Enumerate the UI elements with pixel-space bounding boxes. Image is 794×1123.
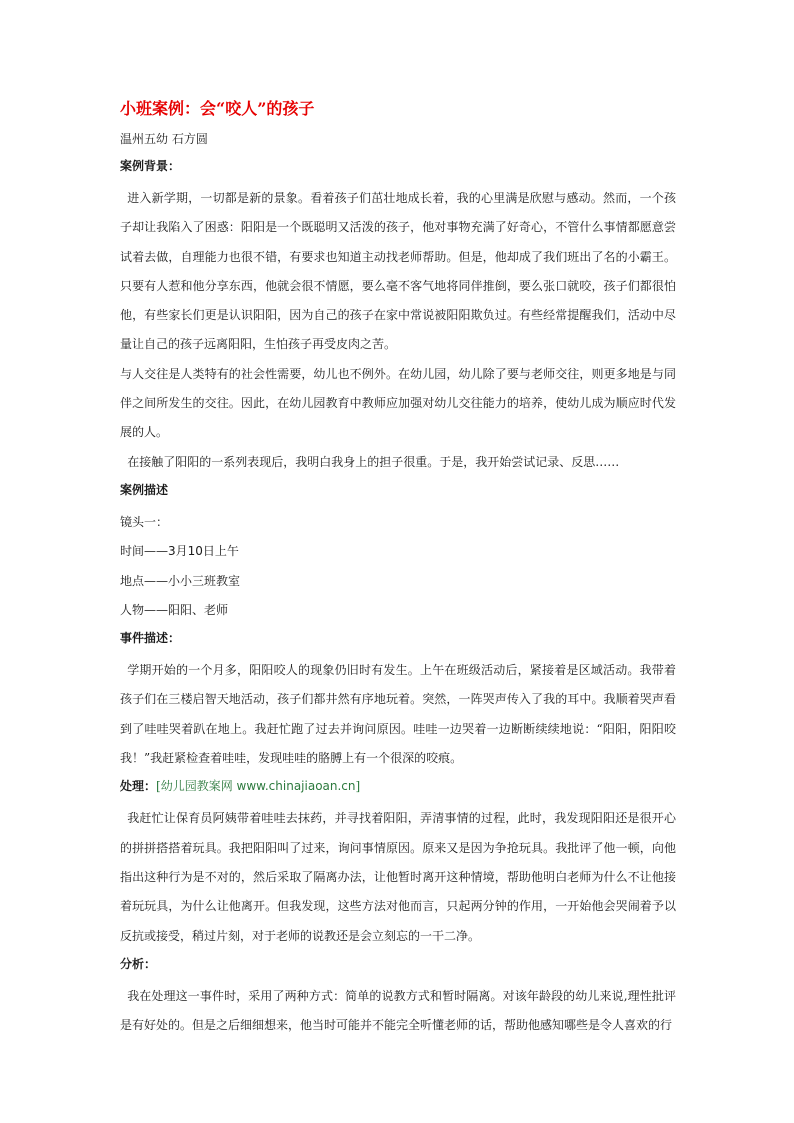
paragraph-event: 学期开始的一个月多，阳阳咬人的现象仍旧时有发生。上午在班级活动后，紧接着是区域活动。我带着孩子们在三楼启智天地活动，孩子们都井然有序地玩着。突然，一阵哭声传入了我的耳中。我顺着哭声看到了哇哇哭着趴在地上。我赶忙跑了过去并询问原因。哇哇一边哭着一边断断续续地说：“阳阳，阳阳咬我！”我赶紧检查着哇哇，发现哇哇的胳膊上有一个很深的咬痕。 xyxy=(120,663,676,766)
people-line: 人物——阳阳、老师 xyxy=(120,602,229,617)
paragraph-handle: 我赶忙让保育员阿姨带着哇哇去抹药，并寻找着阳阳，弄清事情的过程，此时，我发现阳阳还是很开心的拼拼搭搭着玩具。我把阳阳叫了过来，询问事情原因。原来又是因为争抢玩具。我批评了他一顿，向他指出这种行为是不对的，然后采取了隔离办法，让他暂时离开这种情境，帮助他明白老师为什么不让他接着玩玩具，为什么让他离开。但我发现，这些方法对他而言，只起两分钟的作用，一开始他会哭闹着予以反抗或接受，稍过片刻，对于老师的说教还是会立刻忘的一干二净。 xyxy=(120,811,676,943)
link-prefix: [幼儿园教案网 xyxy=(156,779,237,794)
section-heading-handle xyxy=(120,777,676,795)
paragraph-background-3: 在接触了阳阳的一系列表现后，我明白我身上的担子很重。于是，我开始尝试记录、反思…… xyxy=(127,454,620,469)
article-title: 小班案例：会“咬人”的孩子 xyxy=(120,99,315,118)
time-line xyxy=(120,537,676,566)
paragraph-background-2: 与人交往是人类特有的社会性需要，幼儿也不例外。在幼儿园，幼儿除了要与老师交往，则更多地是与同伴之间所发生的交往。因此，在幼儿园教育中教师应加强对幼儿交往能力的培养，使幼儿成为顺应时代发展的人。 xyxy=(120,366,676,440)
paragraph-background-1: 进入新学期，一切都是新的景象。看着孩子们茁壮地成长着，我的心里满是欣慰与感动。然而，一个孩子却让我陷入了困惑：阳阳是一个既聪明又活泼的孩子，他对事物充满了好奇心，不管什么事情都愿意尝试着去做，自理能力也很不错，有要求也知道主动找老师帮助。但是，他却成了我们班出了名的小霸王。只要有人惹和他分享东西，他就会很不情愿，要么毫不客气地将同伴推倒，要么张口就咬，孩子们都很怕他，有些家长们更是认识阳阳，因为自己的孩子在家中常说被阳阳欺负过。有些经常提醒我们，活动中尽量让自己的孩子远离阳阳，生怕孩子再受皮肉之苦。 xyxy=(120,191,676,352)
time-label: 时间—— xyxy=(120,544,169,559)
article-author: 温州五幼 石方圆 xyxy=(120,132,208,146)
time-value: 3月10日 xyxy=(168,544,215,559)
section-heading-analysis: 分析： xyxy=(120,956,157,971)
section-heading-event: 事件描述： xyxy=(120,631,181,646)
time-suffix: 上午 xyxy=(214,544,239,559)
shot-label: 镜头一： xyxy=(120,514,169,529)
place-line: 地点——小小三班教室 xyxy=(120,573,241,588)
link-suffix: ] xyxy=(355,779,361,794)
section-heading-background: 案例背景： xyxy=(120,159,181,173)
article-body xyxy=(120,98,676,1040)
paragraph-analysis: 我在处理这一事件时，采用了两种方式：简单的说教方式和暂时隔离。对该年龄段的幼儿来说,理性批评是有好处的。但是之后细细想来，他当时可能并不能完全听懂老师的话，帮助他感知哪些是令人喜欢的行 xyxy=(120,988,676,1033)
section-heading-description: 案例描述 xyxy=(120,482,169,497)
handle-label: 处理： xyxy=(120,779,157,794)
source-link[interactable] xyxy=(156,779,360,793)
link-url[interactable]: www.chinajiaoan.cn xyxy=(236,779,356,794)
